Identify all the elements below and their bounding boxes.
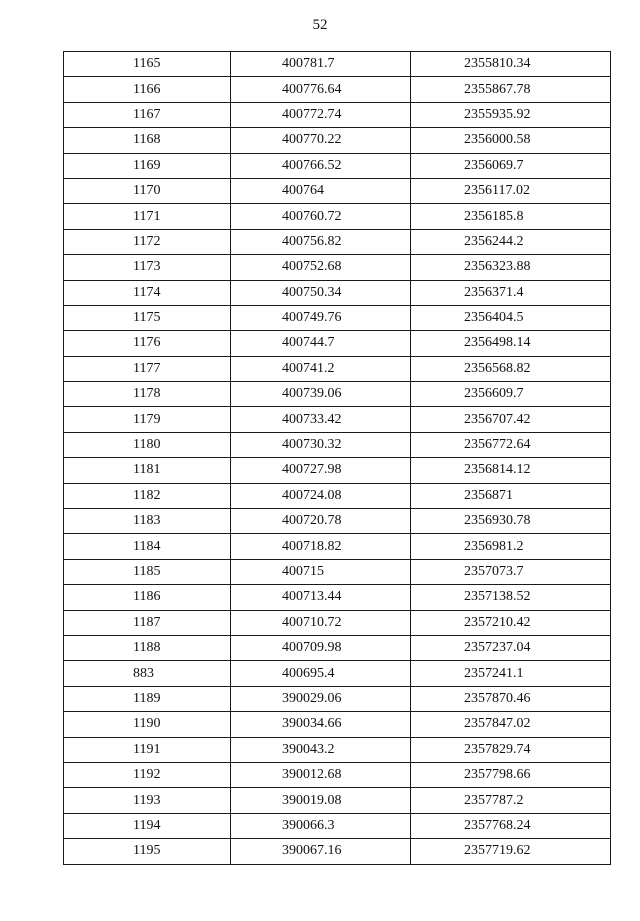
coordinate-table — [63, 51, 611, 865]
table-row — [64, 407, 611, 432]
table-row — [64, 610, 611, 635]
y-coordinate-cell: 2356707.42 — [411, 407, 611, 432]
point-number-cell: 1193 — [64, 788, 231, 813]
x-coordinate-cell: 400766.52 — [231, 153, 411, 178]
table-row — [64, 77, 611, 102]
table-row — [64, 52, 611, 77]
point-number-cell: 1167 — [64, 102, 231, 127]
x-coordinate-cell: 400720.78 — [231, 509, 411, 534]
point-number-cell: 1185 — [64, 559, 231, 584]
y-coordinate-cell: 2357241.1 — [411, 661, 611, 686]
x-coordinate-cell: 400733.42 — [231, 407, 411, 432]
table-row — [64, 178, 611, 203]
x-coordinate-cell: 400727.98 — [231, 458, 411, 483]
table-row — [64, 534, 611, 559]
point-number-cell: 1171 — [64, 204, 231, 229]
x-coordinate-cell: 390029.06 — [231, 686, 411, 711]
table-row — [64, 458, 611, 483]
x-coordinate-cell: 400730.32 — [231, 432, 411, 457]
y-coordinate-cell: 2357237.04 — [411, 635, 611, 660]
table-row — [64, 382, 611, 407]
point-number-cell: 1182 — [64, 483, 231, 508]
y-coordinate-cell: 2356069.7 — [411, 153, 611, 178]
x-coordinate-cell: 400715 — [231, 559, 411, 584]
y-coordinate-cell: 2356568.82 — [411, 356, 611, 381]
point-number-cell: 1174 — [64, 280, 231, 305]
point-number-cell: 1186 — [64, 585, 231, 610]
x-coordinate-cell: 390067.16 — [231, 839, 411, 864]
point-number-cell: 1195 — [64, 839, 231, 864]
point-number-cell: 1166 — [64, 77, 231, 102]
point-number-cell: 1176 — [64, 331, 231, 356]
y-coordinate-cell: 2356981.2 — [411, 534, 611, 559]
y-coordinate-cell: 2357787.2 — [411, 788, 611, 813]
x-coordinate-cell: 390019.08 — [231, 788, 411, 813]
table-row — [64, 686, 611, 711]
y-coordinate-cell: 2356323.88 — [411, 255, 611, 280]
point-number-cell: 1169 — [64, 153, 231, 178]
x-coordinate-cell: 390034.66 — [231, 712, 411, 737]
table-row — [64, 331, 611, 356]
y-coordinate-cell: 2357847.02 — [411, 712, 611, 737]
point-number-cell: 1189 — [64, 686, 231, 711]
y-coordinate-cell: 2357870.46 — [411, 686, 611, 711]
x-coordinate-cell: 400741.2 — [231, 356, 411, 381]
table-row — [64, 483, 611, 508]
point-number-cell: 1179 — [64, 407, 231, 432]
point-number-cell: 1173 — [64, 255, 231, 280]
y-coordinate-cell: 2356244.2 — [411, 229, 611, 254]
x-coordinate-cell: 400709.98 — [231, 635, 411, 660]
x-coordinate-cell: 400739.06 — [231, 382, 411, 407]
y-coordinate-cell: 2357829.74 — [411, 737, 611, 762]
table-row — [64, 839, 611, 864]
x-coordinate-cell: 400724.08 — [231, 483, 411, 508]
table-row — [64, 788, 611, 813]
coordinate-table-body — [64, 52, 611, 865]
table-row — [64, 509, 611, 534]
x-coordinate-cell: 400695.4 — [231, 661, 411, 686]
y-coordinate-cell: 2356000.58 — [411, 128, 611, 153]
table-row — [64, 559, 611, 584]
table-row — [64, 432, 611, 457]
y-coordinate-cell: 2356930.78 — [411, 509, 611, 534]
point-number-cell: 1181 — [64, 458, 231, 483]
y-coordinate-cell: 2357210.42 — [411, 610, 611, 635]
x-coordinate-cell: 390012.68 — [231, 762, 411, 787]
y-coordinate-cell: 2356871 — [411, 483, 611, 508]
table-row — [64, 813, 611, 838]
x-coordinate-cell: 400756.82 — [231, 229, 411, 254]
table-row — [64, 229, 611, 254]
x-coordinate-cell: 400749.76 — [231, 305, 411, 330]
x-coordinate-cell: 400718.82 — [231, 534, 411, 559]
y-coordinate-cell: 2355867.78 — [411, 77, 611, 102]
x-coordinate-cell: 400770.22 — [231, 128, 411, 153]
y-coordinate-cell: 2357798.66 — [411, 762, 611, 787]
x-coordinate-cell: 400744.7 — [231, 331, 411, 356]
point-number-cell: 1187 — [64, 610, 231, 635]
table-row — [64, 661, 611, 686]
point-number-cell: 1184 — [64, 534, 231, 559]
table-row — [64, 305, 611, 330]
y-coordinate-cell: 2356609.7 — [411, 382, 611, 407]
y-coordinate-cell: 2356498.14 — [411, 331, 611, 356]
y-coordinate-cell: 2357073.7 — [411, 559, 611, 584]
table-row — [64, 204, 611, 229]
x-coordinate-cell: 390066.3 — [231, 813, 411, 838]
table-row — [64, 635, 611, 660]
y-coordinate-cell: 2356185.8 — [411, 204, 611, 229]
y-coordinate-cell: 2356404.5 — [411, 305, 611, 330]
y-coordinate-cell: 2356772.64 — [411, 432, 611, 457]
table-row — [64, 356, 611, 381]
point-number-cell: 1183 — [64, 509, 231, 534]
table-row — [64, 762, 611, 787]
point-number-cell: 1177 — [64, 356, 231, 381]
x-coordinate-cell: 400776.64 — [231, 77, 411, 102]
table-row — [64, 153, 611, 178]
point-number-cell: 1194 — [64, 813, 231, 838]
table-row — [64, 102, 611, 127]
table-row — [64, 737, 611, 762]
y-coordinate-cell: 2357719.62 — [411, 839, 611, 864]
y-coordinate-cell: 2355935.92 — [411, 102, 611, 127]
table-row — [64, 255, 611, 280]
y-coordinate-cell: 2356814.12 — [411, 458, 611, 483]
table-row — [64, 280, 611, 305]
x-coordinate-cell: 400752.68 — [231, 255, 411, 280]
point-number-cell: 1168 — [64, 128, 231, 153]
x-coordinate-cell: 400760.72 — [231, 204, 411, 229]
point-number-cell: 883 — [64, 661, 231, 686]
point-number-cell: 1192 — [64, 762, 231, 787]
table-row — [64, 712, 611, 737]
y-coordinate-cell: 2357138.52 — [411, 585, 611, 610]
y-coordinate-cell: 2357768.24 — [411, 813, 611, 838]
x-coordinate-cell: 400772.74 — [231, 102, 411, 127]
point-number-cell: 1180 — [64, 432, 231, 457]
y-coordinate-cell: 2356371.4 — [411, 280, 611, 305]
point-number-cell: 1191 — [64, 737, 231, 762]
x-coordinate-cell: 400750.34 — [231, 280, 411, 305]
y-coordinate-cell: 2355810.34 — [411, 52, 611, 77]
point-number-cell: 1175 — [64, 305, 231, 330]
page-number: 52 — [312, 17, 328, 33]
point-number-cell: 1172 — [64, 229, 231, 254]
table-row — [64, 128, 611, 153]
x-coordinate-cell: 400713.44 — [231, 585, 411, 610]
table-row — [64, 585, 611, 610]
y-coordinate-cell: 2356117.02 — [411, 178, 611, 203]
point-number-cell: 1170 — [64, 178, 231, 203]
x-coordinate-cell: 400764 — [231, 178, 411, 203]
point-number-cell: 1190 — [64, 712, 231, 737]
x-coordinate-cell: 390043.2 — [231, 737, 411, 762]
point-number-cell: 1188 — [64, 635, 231, 660]
x-coordinate-cell: 400710.72 — [231, 610, 411, 635]
point-number-cell: 1165 — [64, 52, 231, 77]
point-number-cell: 1178 — [64, 382, 231, 407]
x-coordinate-cell: 400781.7 — [231, 52, 411, 77]
